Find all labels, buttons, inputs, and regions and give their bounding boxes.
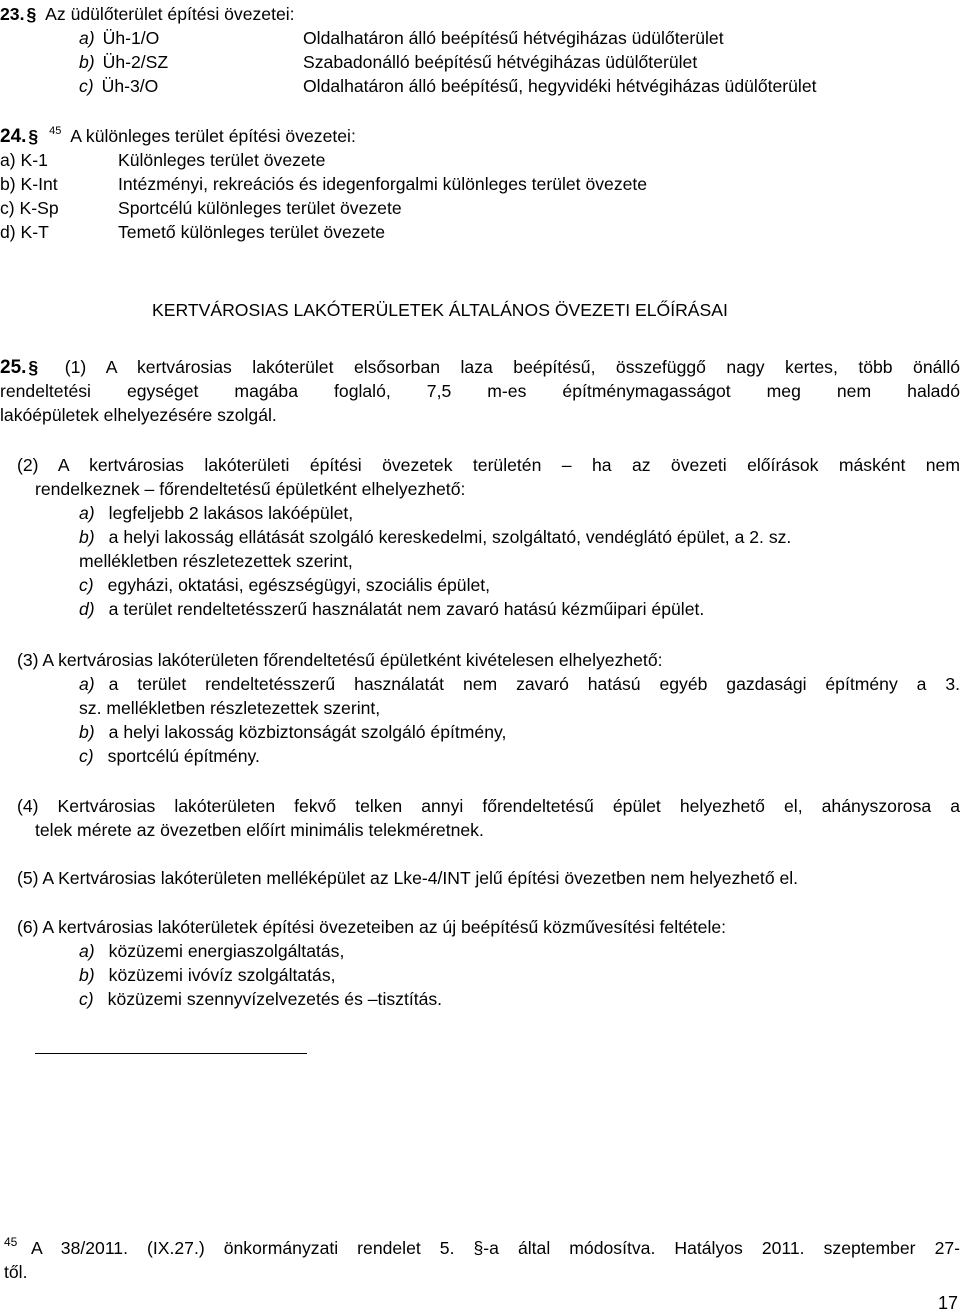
s25-p3-item-c: c) sportcélú építmény. (79, 746, 260, 766)
s24-item-b-code: b) K-Int (0, 174, 58, 194)
s25-p2-line2: rendelkeznek – főrendeltetésű épületként elhelyezhető: (35, 479, 466, 499)
s23-item-a-desc: Oldalhatáron álló beépítésű hétvégiházas üdülőterület (303, 28, 724, 48)
s23-item-c-desc: Oldalhatáron álló beépítésű, hegyvidéki hétvégiházas üdülőterület (303, 76, 817, 96)
footnote-mark: 45 (4, 1235, 18, 1249)
s24-item-d-code: d) K-T (0, 222, 49, 242)
s25-p2-item-d: d) a terület rendeltetésszerű használatát nem zavaró hatású kézműipari épület. (79, 599, 705, 619)
footnote-line1: A 38/2011. (IX.27.) önkormányzati rendelet 5. §-a által módosítva. Hatályos 2011. szeptember 27- (31, 1238, 960, 1258)
s25-p1-line2: rendeltetési egységet magába foglaló, 7,5 m-es építménymagasságot meg nem haladó (0, 381, 960, 401)
s24-item-b-desc: Intézményi, rekreációs és idegenforgalmi különleges terület övezete (118, 174, 648, 194)
s25-p1-line3: lakóépületek elhelyezésére szolgál. (0, 405, 277, 425)
s23-item-b: b) Üh-2/SZ (79, 52, 169, 72)
s23-item-b-desc: Szabadonálló beépítésű hétvégiházas üdülőterület (303, 52, 698, 72)
footnote-separator (35, 1053, 307, 1054)
s25-p2-line1: (2) A kertvárosias lakóterületi építési övezetek területén – ha az övezeti előírások másként nem (17, 455, 960, 475)
s25-p6-line1: (6) A kertvárosias lakóterületek építési övezeteiben az új beépítésű közművesítési feltétele: (17, 917, 727, 937)
s24-item-d-desc: Temető különleges terület övezete (118, 222, 385, 242)
s25-p6-item-c: c) közüzemi szennyvízelvezetés és –tisztítás. (79, 989, 443, 1009)
s24-item-c-desc: Sportcélú különleges terület övezete (118, 198, 402, 218)
s25-p2-item-b: b) a helyi lakosság ellátását szolgáló kereskedelmi, szolgáltató, vendéglátó épület, a 2. sz. (79, 527, 792, 547)
s25-p4-line1: (4) Kertvárosias lakóterületen fekvő telken annyi főrendeltetésű épület helyezhető el, ahányszorosa a (17, 796, 960, 816)
s25-p3-item-b: b) a helyi lakosság közbiztonságát szolgáló építmény, (79, 722, 507, 742)
section-23-title: 23. § Az üdülőterület építési övezetei: (0, 4, 295, 24)
s25-p5-line1: (5) A Kertvárosias lakóterületen melléképület az Lke-4/INT jelű építési övezetben nem helyezhető el. (17, 868, 799, 888)
section-heading: KERTVÁROSIAS LAKÓTERÜLETEK ÁLTALÁNOS ÖVEZETI ELŐÍRÁSAI (152, 300, 728, 320)
s25-p2-item-b-cont: mellékletben részletezettek szerint, (79, 551, 353, 571)
s25-p3-item-a-cont: sz. mellékletben részletezettek szerint, (79, 698, 381, 718)
s25-p2-item-a: a) legfeljebb 2 lakásos lakóépület, (79, 503, 354, 523)
page-number: 17 (937, 1293, 958, 1313)
s25-p4-line2: telek mérete az övezetben előírt minimális telekméretnek. (35, 820, 484, 840)
s25-p6-item-a: a) közüzemi energiaszolgáltatás, (79, 941, 345, 961)
footnote-ref-45[interactable]: 45 (49, 125, 62, 137)
s25-p6-item-b: b) közüzemi ivóvíz szolgáltatás, (79, 965, 336, 985)
footnote-line2: től. (4, 1262, 28, 1282)
s23-item-c: c) Üh-3/O (79, 76, 159, 96)
s24-item-a-desc: Különleges terület övezete (118, 150, 326, 170)
s25-p3-item-a: a) a terület rendeltetésszerű használatát nem zavaró hatású egyéb gazdasági építmény a 3. (79, 674, 960, 694)
section-24-title: 24. § $^{45}$ A különleges terület építési övezetei: (0, 125, 356, 147)
s24-item-a-code: a) K-1 (0, 150, 48, 170)
s25-p3-line1: (3) A kertvárosias lakóterületen főrendeltetésű épületként kivételesen elhelyezhető: (17, 650, 663, 670)
s25-p1-line1: 25. § (1) A kertvárosias lakóterület elsősorban laza beépítésű, összefüggő nagy kertes, több önálló (0, 357, 960, 378)
s23-item-a: a) Üh-1/O (79, 28, 160, 48)
s25-p2-item-c: c) egyházi, oktatási, egészségügyi, szociális épület, (79, 575, 491, 595)
s24-item-c-code: c) K-Sp (0, 198, 59, 218)
